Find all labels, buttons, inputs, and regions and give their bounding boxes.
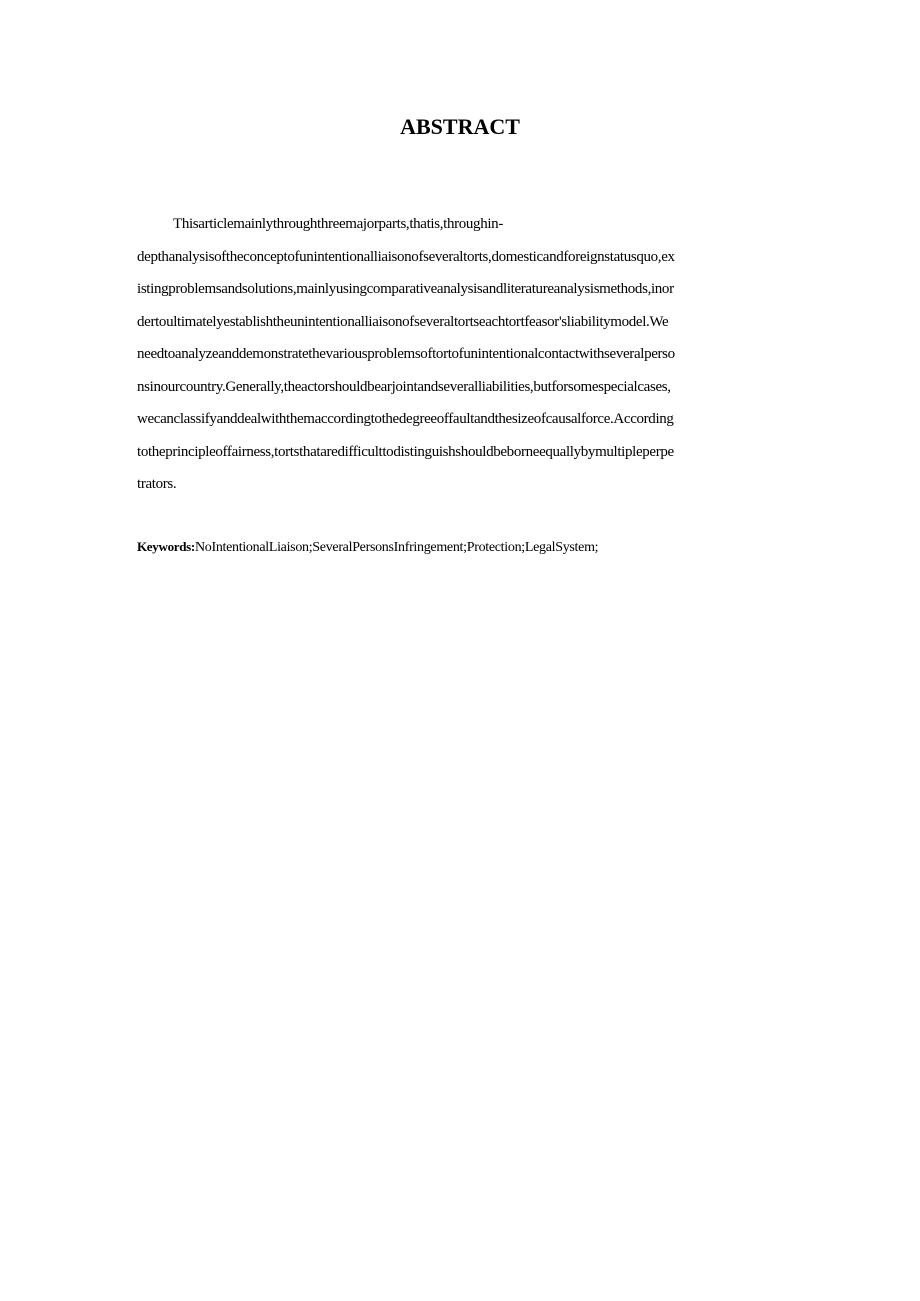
- abstract-title: ABSTRACT: [400, 114, 520, 139]
- abstract-line: needtoanalyzeanddemonstratethevariousproblemsoftortofunintentionalcontactwithseveralperso: [137, 346, 675, 362]
- abstract-line: totheprincipleoffairness,tortsthataredifficulttodistinguishshouldbeborneequallybymultipleperpe: [137, 443, 674, 460]
- abstract-line: Thisarticlemainlythroughthreemajorparts,thatis,throughin-: [173, 216, 503, 232]
- abstract-line: nsinourcountry.Generally,theactorshouldbearjointandseveralliabilities,butforsomespecialcases,: [137, 378, 671, 395]
- keywords-line: [137, 533, 837, 562]
- keywords-label: Keywords:: [137, 539, 195, 554]
- abstract-line: depthanalysisoftheconceptofunintentionalliaisonofseveraltorts,domesticandforeignstatusquo,ex: [137, 248, 675, 265]
- abstract-line: istingproblemsandsolutions,mainlyusingcomparativeanalysisandliteratureanalysismethods,inor: [137, 281, 674, 297]
- abstract-line: wecanclassifyanddealwiththemaccordingtothedegreeoffaultandthesizeofcausalforce.According: [137, 411, 674, 427]
- keywords-text: NoIntentionalLiaison;SeveralPersonsInfringement;Protection;LegalSystem;: [194, 540, 599, 555]
- abstract-line: dertoultimatelyestablishtheunintentionalliaisonofseveraltortseachtortfeasor'sliabilitymodel.We: [137, 313, 669, 330]
- abstract-line: trators.: [137, 476, 177, 492]
- abstract-body: [137, 208, 783, 501]
